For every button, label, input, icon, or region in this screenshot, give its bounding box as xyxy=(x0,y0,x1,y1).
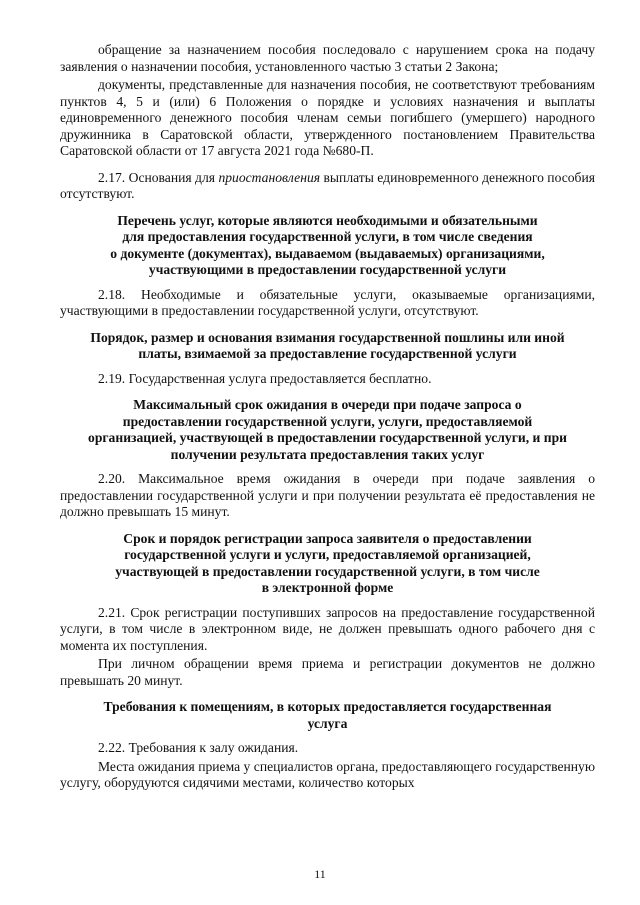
paragraph-violation-deadline: обращение за назначением пособия последовало с нарушением срока на подачу заявления о назначении пособия, установленного частью 3 статьи 2 Закона; xyxy=(60,42,595,74)
heading-services-list: Перечень услуг, которые являются необходимыми и обязательными для предоставления государственной услуги, в том числе сведения о документе (документах), выдаваемом (выдаваемых) организациями, участвующими в предоставлении государственной услуги xyxy=(110,212,545,277)
page-number: 11 xyxy=(314,867,326,881)
paragraph-waiting-places: Места ожидания приема у специалистов органа, предоставляющего государственную услугу, оборудуются сидячими местами, количество которых xyxy=(60,758,595,790)
paragraph-documents-mismatch: документы, представленные для назначения пособия, не соответствуют требованиям пунктов 4, 5 и (или) 6 Положения о порядке и условиях назначения и выплаты единовременного денежного пособия членам семьи погибшего (умершего) народного дружинника в Саратовской области, утвержденного постановлением Правительства Саратовской области от 17 августа 2021 года №680-П. xyxy=(60,77,595,158)
heading-fee: Порядок, размер и основания взимания государственной пошлины или иной платы, взимаемой за предоставление государственной услуги xyxy=(90,329,565,361)
heading-registration: Срок и порядок регистрации запроса заявителя о предоставлении государственной услуги и услуги, предоставляемой организацией, участвующей в предоставлении государственной услуги, в том числе в электронной форме xyxy=(115,530,540,595)
paragraph-2-20: 2.20. Максимальное время ожидания в очереди при подаче заявления о предоставлении государственной услуги и при получении результата её предоставления не должно превышать 15 минут. xyxy=(60,471,595,519)
document-page xyxy=(60,42,595,794)
paragraph-2-18: 2.18. Необходимые и обязательные услуги, оказываемые организациями, участвующими в предоставлении государственной услуги, отсутствуют. xyxy=(60,286,595,318)
paragraph-2-17-start: 2.17. Основания для xyxy=(98,169,219,185)
paragraph-2-17-italic: приостановления xyxy=(218,169,321,185)
paragraph-2-17-end: выплаты единовременного денежного пособия отсутствуют. xyxy=(60,169,595,201)
heading-queue-wait: Максимальный срок ожидания в очереди при подаче запроса о предоставлении государственной услуги, услуги, предоставляемой организацией, участвующей в предоставлении государственной услуги, и при получении результата предоставления таких услуг xyxy=(88,397,567,462)
paragraph-personal-visit: При личном обращении время приема и регистрации документов не должно превышать 20 минут. xyxy=(60,656,595,688)
paragraph-2-22: 2.22. Требования к залу ожидания. xyxy=(98,740,299,755)
paragraph-2-21: 2.21. Срок регистрации поступивших запросов на предоставление государственной услуги, в том числе в электронном виде, не должен превышать одного рабочего дня с момента их поступления. xyxy=(60,604,595,653)
paragraph-2-19: 2.19. Государственная услуга предоставляется бесплатно. xyxy=(98,370,432,386)
heading-premises: Требования к помещениям, в которых предоставляется государственная услуга xyxy=(103,699,552,731)
paragraph-2-17 xyxy=(60,170,595,203)
